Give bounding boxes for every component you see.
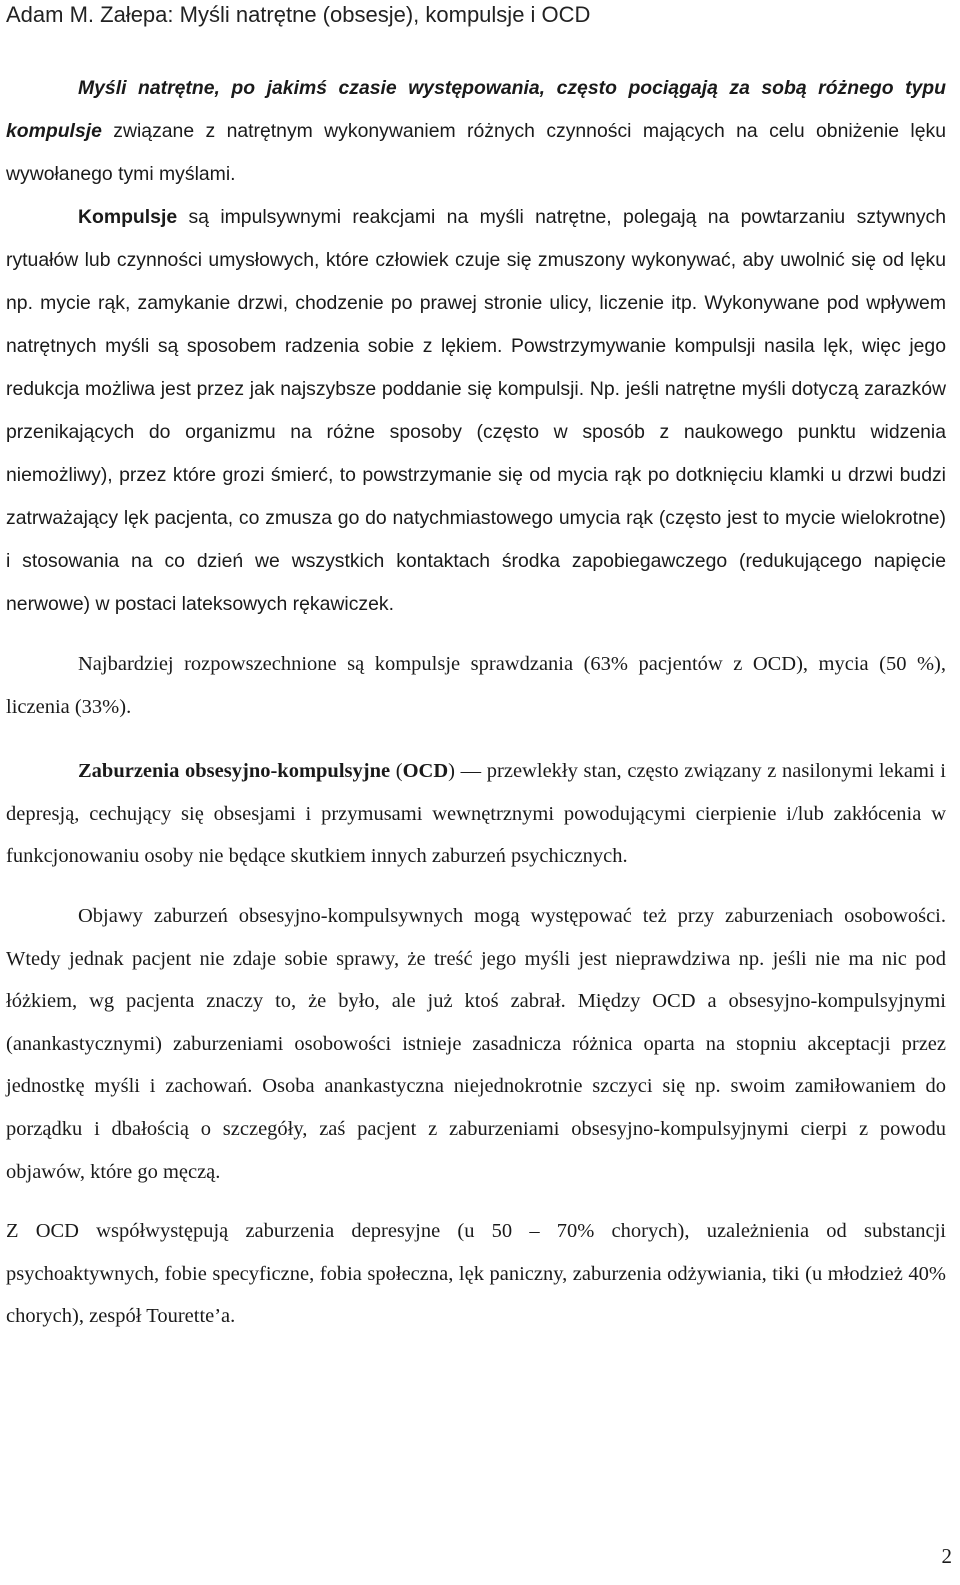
document-body <box>6 67 946 1338</box>
ocd-paren-open: ( <box>390 760 403 783</box>
ocd-abbr: OCD <box>402 760 449 783</box>
paragraph-intro <box>6 67 946 196</box>
compulsions-text: są impulsywnymi reakcjami na myśli natrętne, polegają na powtarzaniu sztywnych rytuałów lub czynności umysłowych, które człowiek czuje się zmuszony wykonywać, aby uwolnić się od lęku np. mycie rąk, zamykanie drzwi, chodzenie po prawej stronie ulicy, liczenie itp. Wykonywane pod wpływem natrętnych myśli są sposobem radzenia sobie z lękiem. Powstrzymywanie kompulsji nasila lęk, więc jego redukcja możliwa jest przez jak najszybsze poddanie się kompulsji. Np. jeśli natrętne myśli dotyczą zarazków przenikających do organizmu na różne sposoby (często w sposób z naukowego punktu widzenia niemożliwy), przez które grozi śmierć, to powstrzymanie się od mycia rąk po dotknięciu klamki u drzwi budzi zatrważający lęk pacjenta, co zmusza go do natychmiastowego umycia rąk (często jest to mycie wielokrotne) i stosowania na co dzień we wszystkich kontaktach środka zapobiegawczego (redukującego napięcie nerwowe) w postaci lateksowych rękawiczek. <box>6 206 946 615</box>
page-number: 2 <box>941 1544 952 1568</box>
paragraph-comorbidity: Z OCD współwystępują zaburzenia depresyjne (u 50 – 70% chorych), uzależnienia od substancji psychoaktywnych, fobie specyficzne, fobia społeczna, lęk paniczny, zaburzenia odżywiania, tiki (u młodzież 40% chorych), zespół Tourette’a. <box>6 1220 946 1328</box>
compulsions-term: Kompulsje <box>78 206 178 228</box>
paragraph-compulsions <box>6 196 946 626</box>
intro-text: związane z natrętnym wykonywaniem różnych czynności mających na celu obniżenie lęku wywołanego tymi myślami. <box>6 120 946 185</box>
paragraph-prevalence: Najbardziej rozpowszechnione są kompulsje sprawdzania (63% pacjentów z OCD), mycia (50 %), liczenia (33%). <box>6 653 946 718</box>
intro-bold-text: Myśli natrętne, po jakimś czasie występowania, często pociągają za sobą różnego typu kompulsje <box>6 77 946 142</box>
running-header: Adam M. Załepa: Myśli natrętne (obsesje), kompulsje i OCD <box>6 2 591 27</box>
paragraph-ocd-definition <box>6 750 946 878</box>
paragraph-personality: Objawy zaburzeń obsesyjno-kompulsywnych mogą występować też przy zaburzeniach osobowości. Wtedy jednak pacjent nie zdaje sobie sprawy, że treść jego myśli jest nieprawdziwa np. jeśli nie ma nic pod łóżkiem, wg pacjenta znaczy to, że było, ale już ktoś zabrał. Między OCD a obsesyjno-kompulsyjnymi (anankastycznymi) zaburzeniami osobowości istnieje zasadnicza różnica oparta na stopniu akceptacji przez jednostkę myśli i zachowań. Osoba anankastyczna niejednokrotnie szczyci się np. swoim zamiłowaniem do porządku i dbałością o szczegóły, zaś pacjent z zaburzeniami obsesyjno-kompulsyjnymi cierpi z powodu objawów, które go męczą. <box>6 904 946 1183</box>
ocd-term: Zaburzenia obsesyjno-kompulsyjne <box>78 760 391 783</box>
ocd-definition-text: ) ― przewlekły stan, często związany z nasilonymi lekami i depresją, cechujący się obsesjami i przymusami wewnętrznymi powodującymi cierpienie i/lub zakłócenia w funkcjonowaniu osoby nie będące skutkiem innych zaburzeń psychicznych. <box>6 760 946 868</box>
